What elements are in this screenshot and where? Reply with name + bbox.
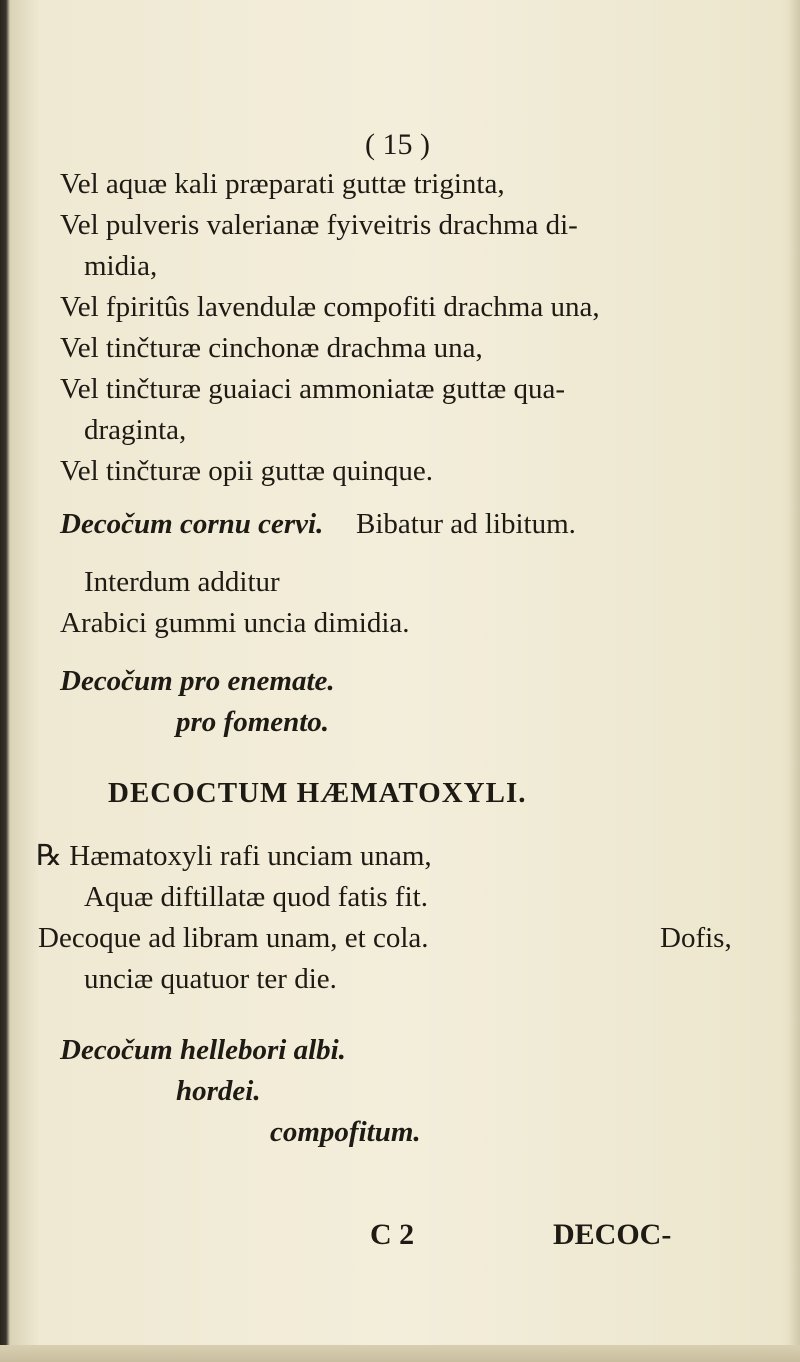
interdum-line-1: Interdum additur [84,566,280,598]
recipe-line-3: Decoque ad libram unam, et cola. [38,922,429,954]
page-number: ( 15 ) [365,128,430,161]
decoctum-enemate: Decočum pro enemate. [60,665,335,697]
text-line-4: Vel fpiritûs lavendulæ compofiti drachma una, [60,291,600,323]
decoctum-hordei: hordei. [176,1075,261,1107]
catchword: DECOC- [553,1218,672,1251]
text-line-2: Vel pulveris valerianæ fyiveitris drachma di- [60,209,578,241]
text-line-8: Vel tinčturæ opii guttæ quinque. [60,455,433,487]
decoctum-fomento: pro fomento. [176,706,330,738]
recipe-line-2: Aquæ diftillatæ quod fatis fit. [84,881,428,913]
recipe-line-4: unciæ quatuor ter die. [84,963,337,995]
decoctum-cornu-text: Bibatur ad libitum. [356,508,576,540]
recipe-dosis: Dofis, [660,922,732,954]
text-line-1: Vel aquæ kali præparati guttæ triginta, [60,168,505,200]
page-bottom-edge [0,1345,800,1362]
text-line-7: draginta, [84,414,187,446]
text-line-3: midia, [84,250,158,282]
decoctum-compositum: compofitum. [270,1116,421,1148]
section-heading: DECOCTUM HÆMATOXYLI. [108,777,527,809]
text-line-6: Vel tinčturæ guaiaci ammoniatæ guttæ qua- [60,373,565,405]
page-edge [788,0,800,1362]
decoctum-cornu-title: Decočum cornu cervi. [60,508,324,540]
text-line-5: Vel tinčturæ cinchonæ drachma una, [60,332,483,364]
recipe-line-1: ℞ Hæmatoxyli rafi unciam unam, [36,840,432,872]
signature-mark: C 2 [370,1218,415,1251]
decoctum-hellebori: Decočum hellebori albi. [60,1034,346,1066]
interdum-line-2: Arabici gummi uncia dimidia. [60,607,410,639]
